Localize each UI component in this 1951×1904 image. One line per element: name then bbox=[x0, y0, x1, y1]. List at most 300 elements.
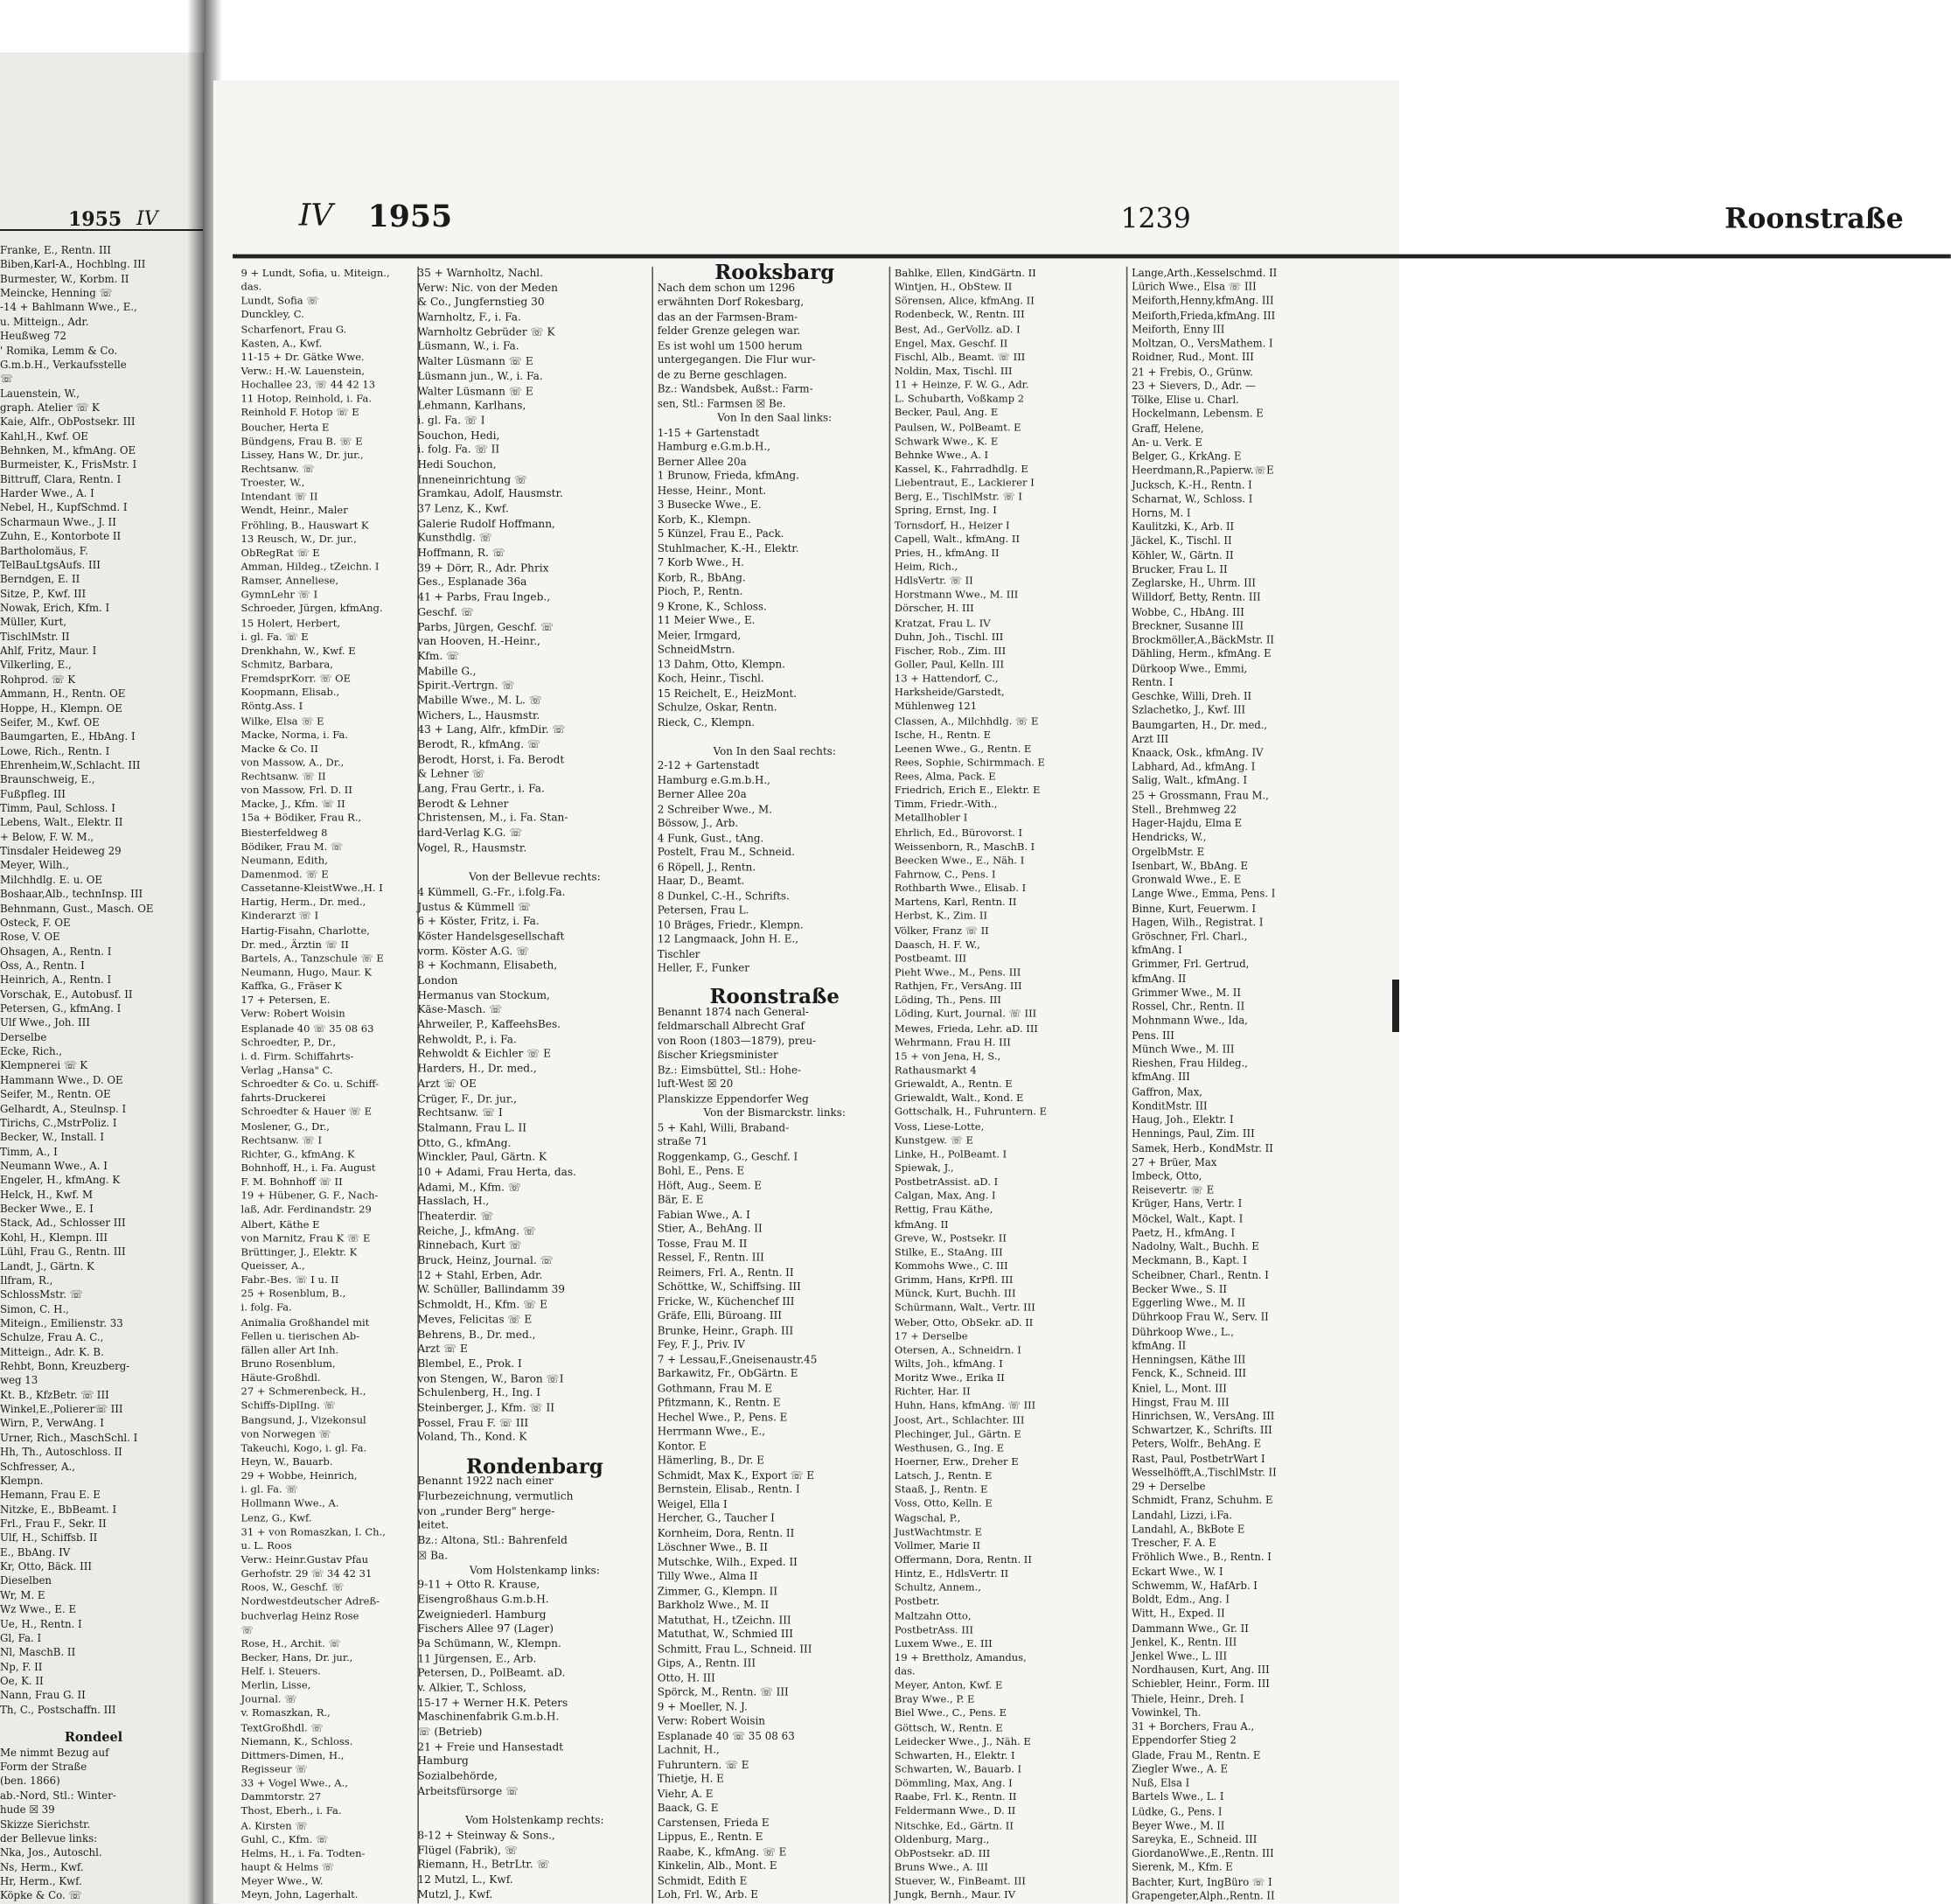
directory-entry: Amman, Hildeg., tZeichn. I bbox=[240, 560, 380, 573]
directory-entry: graph. Atelier ☏ K bbox=[0, 401, 100, 414]
directory-entry: Verlag „Hansa" C. bbox=[240, 1064, 333, 1077]
directory-entry: Hoerner, Erw., Dreher E bbox=[894, 1454, 1019, 1468]
directory-entry: Nitschke, Ed., Gärtn. II bbox=[894, 1818, 1014, 1831]
directory-entry: Lühl, Frau G., Rentn. III bbox=[0, 1245, 126, 1259]
directory-entry: Justus & Kümmell ☏ bbox=[417, 900, 532, 913]
directory-entry: Nach dem schon um 1296 bbox=[657, 281, 796, 294]
directory-entry: Thiele, Heinr., Dreh. I bbox=[1132, 1691, 1244, 1705]
directory-entry: Postbetr. bbox=[894, 1594, 940, 1608]
directory-entry: Baack, G. E bbox=[657, 1801, 719, 1814]
directory-entry: Rieck, C., Klempn. bbox=[657, 715, 756, 729]
directory-entry: Kommohs Wwe., C. III bbox=[894, 1259, 1008, 1273]
directory-entry: Timm, Paul, Schloss. I bbox=[0, 802, 115, 815]
directory-entry: Baumgarten, H., Dr. med., bbox=[1132, 718, 1268, 731]
directory-entry: Fricke, W., Küchenchef III bbox=[657, 1294, 795, 1308]
directory-entry: Hintz, E., HdlsVertr. II bbox=[894, 1566, 1009, 1580]
directory-entry: Höft, Aug., Seem. E bbox=[657, 1178, 763, 1192]
directory-entry: Dörscher, H. III bbox=[894, 602, 974, 615]
left-page-year: 1955 bbox=[68, 208, 122, 231]
directory-entry: Dr. med., Ärztin ☏ II bbox=[240, 938, 349, 951]
directory-entry: Otto, H. III bbox=[657, 1670, 715, 1684]
directory-entry: Mühlenweg 121 bbox=[894, 700, 978, 713]
directory-entry: Tölke, Elise u. Charl. bbox=[1132, 394, 1239, 407]
directory-entry: Köhler, W., Gärtn. II bbox=[1132, 548, 1234, 561]
directory-entry: Fußpfleg. III bbox=[0, 787, 66, 800]
directory-entry: kfmAng. III bbox=[1132, 1071, 1190, 1084]
directory-entry: Carstensen, Frieda E bbox=[657, 1816, 770, 1829]
directory-entry: 19 + Hübener, G. F., Nach- bbox=[240, 1189, 379, 1203]
directory-entry: W. Schüller, Ballindamm 39 bbox=[417, 1283, 566, 1296]
directory-entry: 7 + Lessau,F.,Gneisenaustr.45 bbox=[657, 1352, 818, 1365]
directory-entry: Gothmann, Frau M. E bbox=[657, 1381, 773, 1394]
directory-entry: 27 + Schmerenbeck, H., bbox=[240, 1384, 366, 1398]
directory-entry: Frl., Frau F., Sekr. II bbox=[0, 1517, 107, 1530]
directory-entry: Spirit.-Vertrgn. ☏ bbox=[417, 679, 515, 692]
directory-entry: Fischers Allee 97 (Lager) bbox=[417, 1622, 554, 1635]
directory-entry: Nuß, Elsa I bbox=[1132, 1776, 1190, 1789]
directory-entry: An- u. Verk. E bbox=[1132, 436, 1203, 449]
directory-entry: dard-Verlag K.G. ☏ bbox=[417, 826, 523, 840]
directory-entry: Westhusen, G., Ing. E bbox=[894, 1440, 1005, 1454]
directory-entry: Fellen u. tierischen Ab- bbox=[240, 1329, 360, 1343]
directory-entry: Haar, D., Beamt. bbox=[657, 875, 745, 888]
directory-entry: Becker, Paul, Ang. E bbox=[894, 406, 999, 419]
directory-entry: Schöttke, W., Schiffsing. III bbox=[657, 1280, 801, 1293]
directory-entry: 1-15 + Gartenstadt bbox=[657, 425, 760, 439]
directory-entry: Otto, G., kfmAng. bbox=[417, 1136, 512, 1149]
directory-entry: Form der Straße bbox=[0, 1761, 87, 1774]
directory-entry: 8 Dunkel, C.-H., Schrifts. bbox=[657, 889, 790, 902]
directory-entry: Tosse, Frau M. II bbox=[657, 1237, 748, 1250]
directory-entry: Mewes, Frieda, Lehr. aD. III bbox=[894, 1022, 1038, 1035]
directory-entry: Kaffka, G., Fräser K bbox=[240, 980, 342, 993]
directory-entry: Horns, M. I bbox=[1132, 506, 1191, 520]
directory-entry: Reisevertr. ☏ E bbox=[1132, 1183, 1215, 1196]
directory-entry: Bernstein, Elisab., Rentn. I bbox=[657, 1482, 800, 1496]
directory-entry: leitet. bbox=[417, 1519, 449, 1532]
directory-entry: Planskizze Eppendorfer Weg bbox=[657, 1091, 809, 1105]
directory-entry: 25 + Rosenblum, B., bbox=[240, 1287, 346, 1301]
directory-entry: Albert, Käthe E bbox=[240, 1217, 320, 1231]
directory-entry: Capell, Walt., kfmAng. II bbox=[894, 532, 1021, 545]
directory-entry: Dührkoop Wwe., L., bbox=[1132, 1325, 1234, 1338]
directory-entry: Crüger, F., Dr. jur., bbox=[417, 1091, 518, 1105]
directory-entry: Richter, G., kfmAng. K bbox=[240, 1147, 355, 1161]
directory-entry: GiordanoWwe.,E.,Rentn. III bbox=[1132, 1847, 1274, 1860]
directory-entry: 29 + Wobbe, Heinrich, bbox=[240, 1468, 358, 1482]
directory-entry: Hermanus van Stockum, bbox=[417, 988, 550, 1001]
directory-entry: Rieshen, Frau Hildeg., bbox=[1132, 1057, 1248, 1070]
directory-entry: Nka, Jos., Autoschl. bbox=[0, 1846, 102, 1859]
directory-entry: Vorschak, E., Autobusf. II bbox=[0, 987, 133, 1001]
directory-entry: v. Romaszkan, R., bbox=[240, 1706, 331, 1719]
directory-entry: felder Grenze gelegen war. bbox=[657, 324, 801, 338]
directory-entry: Rees, Alma, Pack. E bbox=[894, 770, 996, 783]
directory-entry: kfmAng. II bbox=[1132, 1339, 1187, 1352]
directory-entry: Röntg.Ass. I bbox=[240, 700, 303, 713]
directory-entry: Fabr.-Bes. ☏ I u. II bbox=[240, 1273, 339, 1287]
directory-entry: 15a + Bödiker, Frau R., bbox=[240, 812, 362, 825]
directory-entry: Bittruff, Clara, Rentn. I bbox=[0, 472, 122, 485]
directory-entry: Rothbarth Wwe., Elisab. I bbox=[894, 882, 1027, 895]
directory-entry: Meiforth,Henny,kfmAng. III bbox=[1132, 295, 1274, 308]
directory-entry: 3 Busecke Wwe., E. bbox=[657, 498, 762, 511]
directory-entry: 8-12 + Steinway & Sons., bbox=[417, 1829, 555, 1842]
directory-entry: 27 + Brüer, Max bbox=[1132, 1155, 1217, 1168]
directory-entry: Ilfram, R., bbox=[0, 1273, 53, 1287]
directory-entry: Wesselhöfft,A.,TischlMstr. II bbox=[1132, 1466, 1277, 1479]
directory-entry: Bartholomäus, F. bbox=[0, 544, 88, 557]
directory-entry: Kt. B., KfzBetr. ☏ III bbox=[0, 1388, 109, 1401]
directory-entry: u. L. Roos bbox=[240, 1538, 292, 1552]
directory-entry: Moltzan, O., VersMathem. I bbox=[1132, 337, 1273, 350]
directory-entry: Brüttinger, J., Elektr. K bbox=[240, 1245, 358, 1259]
directory-entry: Theaterdir. ☏ bbox=[417, 1210, 494, 1223]
running-head-street: Roonstraße bbox=[1725, 201, 1904, 235]
directory-entry: Me nimmt Bezug auf bbox=[0, 1746, 109, 1759]
directory-entry: Breckner, Susanne III bbox=[1132, 619, 1244, 632]
directory-entry: Petersen, D., PolBeamt. aD. bbox=[417, 1666, 566, 1679]
directory-entry: i. gl. Fa. ☏ I bbox=[417, 414, 485, 427]
directory-entry: Schfresser, A., bbox=[0, 1460, 75, 1473]
directory-entry: Dunckley, C. bbox=[240, 308, 304, 322]
directory-entry: Kratzat, Frau L. IV bbox=[894, 616, 991, 629]
directory-entry: Schmitt, Frau L., Schneid. III bbox=[657, 1642, 812, 1655]
directory-entry: von Massow, Frl. D. II bbox=[240, 784, 352, 797]
directory-entry: Bruno Rosenblum, bbox=[240, 1357, 336, 1370]
directory-entry: Hr, Herm., Kwf. bbox=[0, 1874, 82, 1887]
directory-entry: Weigel, Ella I bbox=[657, 1497, 728, 1510]
directory-entry: Gerhofstr. 29 ☏ 34 42 31 bbox=[240, 1566, 373, 1580]
directory-entry: Landt, J., Gärtn. K bbox=[0, 1259, 94, 1273]
directory-entry: (ben. 1866) bbox=[0, 1775, 60, 1788]
directory-entry: 13 + Hattendorf, C., bbox=[894, 672, 999, 685]
directory-entry: 33 + Vogel Wwe., A., bbox=[240, 1776, 348, 1789]
directory-column-2 bbox=[417, 267, 651, 1904]
directory-entry: Animalia Großhandel mit bbox=[240, 1315, 370, 1329]
right-page bbox=[213, 80, 1904, 1904]
column-divider bbox=[889, 267, 891, 1904]
directory-entry: Berodt & Lehner bbox=[417, 797, 509, 810]
directory-entry: Oldenburg, Marg., bbox=[894, 1832, 990, 1845]
directory-entry: SchneidMstrn. bbox=[657, 643, 735, 656]
directory-entry: Fröhlich Wwe., B., Rentn. I bbox=[1132, 1551, 1272, 1564]
left-page-volume: IV bbox=[136, 208, 158, 230]
page-header-rule bbox=[233, 210, 1951, 258]
directory-entry: Liebentraut, E., Lackierer I bbox=[894, 476, 1035, 489]
directory-entry: Thietje, H. E bbox=[657, 1772, 724, 1785]
directory-entry: Kohl, H., Klempn. III bbox=[0, 1231, 108, 1244]
directory-entry: Schroedter & Hauer ☏ E bbox=[240, 1105, 373, 1119]
directory-entry: Nann, Frau G. II bbox=[0, 1689, 86, 1702]
directory-entry: 29 + Derselbe bbox=[1132, 1480, 1206, 1493]
directory-entry: Kniel, L., Mont. III bbox=[1132, 1381, 1227, 1394]
directory-entry: Dömmling, Max, Ang. I bbox=[894, 1776, 1013, 1789]
directory-entry: Souchon, Hedi, bbox=[417, 429, 500, 442]
directory-entry: Galerie Rudolf Hoffmann, bbox=[417, 517, 555, 530]
directory-entry: Wehrmann, Frau H. III bbox=[894, 1036, 1011, 1049]
directory-entry: Berodt, R., kfmAng. ☏ bbox=[417, 738, 541, 751]
directory-entry: Scharmaun Wwe., J. II bbox=[0, 515, 116, 528]
directory-entry: Schmitz, Barbara, bbox=[240, 658, 333, 671]
directory-entry: Thost, Eberh., i. Fa. bbox=[240, 1804, 342, 1817]
directory-entry: Lehmann, Karlhans, bbox=[417, 399, 526, 412]
directory-entry: Hoppe, H., Klempn. OE bbox=[0, 701, 122, 715]
directory-entry: de zu Berne geschlagen. bbox=[657, 367, 787, 380]
directory-entry: Sierenk, M., Kfm. E bbox=[1132, 1861, 1233, 1874]
directory-entry: Hinrichsen, W., VersAng. III bbox=[1132, 1409, 1275, 1423]
directory-entry: Wilts, Joh., kfmAng. I bbox=[894, 1357, 1003, 1370]
directory-entry: Matuthat, W., Schmied III bbox=[657, 1628, 793, 1641]
directory-entry: Meves, Felicitas ☏ E bbox=[417, 1313, 533, 1326]
directory-entry: Ziegler Wwe., A. E bbox=[1132, 1762, 1229, 1775]
directory-entry: Glade, Frau M., Rentn. E bbox=[1132, 1748, 1261, 1761]
directory-entry: Schroedter, P., Dr., bbox=[240, 1036, 337, 1049]
left-page-column bbox=[0, 243, 187, 1903]
directory-entry: 31 + Borchers, Frau A., bbox=[1132, 1719, 1255, 1733]
page-number: 1239 bbox=[1120, 201, 1191, 235]
directory-entry: Helms, H., i. Fa. Todten- bbox=[240, 1846, 366, 1859]
directory-entry: Scharnat, W., Schloss. I bbox=[1132, 492, 1253, 506]
directory-entry: Gaffron, Max, bbox=[1132, 1085, 1202, 1098]
directory-entry: Niemann, K., Schloss. bbox=[240, 1734, 353, 1747]
directory-entry: Becker Wwe., E. I bbox=[0, 1203, 94, 1216]
directory-entry: Heinrich, A., Rentn. I bbox=[0, 973, 112, 987]
directory-entry: Behnke Wwe., A. I bbox=[894, 448, 989, 461]
directory-entry: Imbeck, Otto, bbox=[1132, 1169, 1202, 1182]
directory-entry: Bray Wwe., P. E bbox=[894, 1692, 975, 1705]
directory-entry: Köpke & Co. ☏ bbox=[0, 1889, 82, 1902]
directory-entry: Behnmann, Gust., Masch. OE bbox=[0, 902, 154, 915]
directory-entry: ☒ Ba. bbox=[417, 1548, 449, 1562]
directory-entry: Schroeder, Jürgen, kfmAng. bbox=[240, 602, 383, 615]
directory-entry: Lauenstein, W., bbox=[0, 387, 80, 400]
directory-entry: Zuhn, E., Kontorbote II bbox=[0, 530, 122, 543]
directory-entry: Friedrich, Erich E., Elektr. E bbox=[894, 784, 1041, 797]
directory-entry: Lundt, Sofia ☏ bbox=[240, 294, 319, 308]
directory-entry: Mitteign., Adr. K. B. bbox=[0, 1345, 104, 1358]
directory-entry: Hochallee 23, ☏ 44 42 13 bbox=[240, 378, 376, 391]
directory-entry: Spiewak, J., bbox=[894, 1161, 954, 1175]
directory-entry: Schwemm, W., HafArb. I bbox=[1132, 1579, 1258, 1592]
directory-entry: Hämerling, B., Dr. E bbox=[657, 1454, 764, 1467]
directory-entry: Kunstgew. ☏ E bbox=[894, 1133, 974, 1147]
directory-entry: Peters, Wolfr., BehAng. E bbox=[1132, 1438, 1262, 1451]
directory-entry: Zimmer, G., Klempn. II bbox=[657, 1584, 778, 1597]
directory-entry: Heyn, W., Bauarb. bbox=[240, 1454, 333, 1468]
directory-entry: Sozialbehörde, bbox=[417, 1769, 498, 1782]
directory-entry: Grimm, Hans, KrPfl. III bbox=[894, 1273, 1014, 1287]
directory-entry: Reinhold F. Hotop ☏ E bbox=[240, 406, 359, 419]
directory-entry: Heußweg 72 bbox=[0, 330, 66, 343]
directory-entry: Schultz, Annem., bbox=[894, 1580, 981, 1594]
directory-entry: Fabian Wwe., A. I bbox=[657, 1207, 750, 1221]
directory-entry: Joost, Art., Schlachter. III bbox=[894, 1412, 1025, 1426]
directory-entry: Tinsdaler Heideweg 29 bbox=[0, 845, 122, 858]
directory-entry: Kornheim, Dora, Rentn. II bbox=[657, 1526, 795, 1539]
directory-entry: Osteck, F. OE bbox=[0, 916, 71, 929]
directory-entry: ObRegRat ☏ E bbox=[240, 546, 320, 559]
directory-entry: Linke, H., PolBeamt. I bbox=[894, 1147, 1007, 1161]
directory-entry: Fahrnow, C., Pens. I bbox=[894, 868, 996, 881]
directory-entry: Barkawitz, Fr., ObGärtn. E bbox=[657, 1367, 798, 1380]
directory-entry: HdlsVertr. ☏ II bbox=[894, 574, 973, 587]
directory-entry: Roggenkamp, G., Geschf. I bbox=[657, 1149, 798, 1162]
directory-entry: London bbox=[417, 973, 458, 987]
directory-entry bbox=[417, 856, 651, 871]
directory-entry: 43 + Lang, Alfr., kfmDir. ☏ bbox=[417, 723, 566, 736]
directory-entry: TischlMstr. II bbox=[0, 630, 70, 643]
directory-entry: Lüsmann jun., W., i. Fa. bbox=[417, 369, 543, 383]
directory-entry: Beecken Wwe., E., Näh. I bbox=[894, 854, 1025, 867]
directory-entry: Knaack, Osk., kfmAng. IV bbox=[1132, 746, 1264, 759]
directory-entry: Gronwald Wwe., E. E bbox=[1132, 873, 1242, 886]
directory-entry: Ulf Wwe., Joh. III bbox=[0, 1016, 90, 1029]
directory-entry: Vowinkel, Th. bbox=[1132, 1705, 1202, 1719]
directory-entry: Heerdmann,R.,Papierw.☏E bbox=[1132, 464, 1274, 477]
directory-entry: Bössow, J., Arb. bbox=[657, 816, 739, 830]
directory-entry: Mabille G., bbox=[417, 664, 477, 678]
directory-entry: 15 Reichelt, E., HeizMont. bbox=[657, 686, 798, 700]
directory-entry: Vilkerling, E., bbox=[0, 659, 72, 672]
directory-entry: Pioch, P., Rentn. bbox=[657, 585, 743, 598]
directory-entry: PostbetrAssist. aD. I bbox=[894, 1175, 999, 1189]
directory-entry: u. Mitteign., Adr. bbox=[0, 315, 89, 328]
directory-entry: i. folg. Fa. bbox=[240, 1301, 292, 1315]
directory-entry: Arzt III bbox=[1132, 732, 1169, 745]
directory-entry: i. folg. Fa. ☏ II bbox=[417, 443, 500, 457]
directory-entry: Berg, E., TischlMstr. ☏ I bbox=[894, 490, 1022, 503]
directory-entry: 9-11 + Otto R. Krause, bbox=[417, 1578, 540, 1591]
directory-entry: Troester, W., bbox=[240, 476, 305, 489]
directory-entry: Hechel Wwe., P., Pens. E bbox=[657, 1410, 788, 1423]
directory-entry: buchverlag Heinz Rose bbox=[240, 1608, 359, 1622]
directory-entry: Winckler, Paul, Gärtn. K bbox=[417, 1150, 547, 1164]
directory-entry: Ns, Herm., Kwf. bbox=[0, 1860, 84, 1873]
directory-entry: Meiforth,Frieda,kfmAng. III bbox=[1132, 309, 1276, 322]
directory-entry: KonditMstr. III bbox=[1132, 1098, 1208, 1112]
directory-entry: Hartig-Fisahn, Charlotte, bbox=[240, 924, 370, 937]
directory-entry: Löding, Th., Pens. III bbox=[894, 994, 1001, 1007]
directory-entry: Szlachetko, J., Kwf. III bbox=[1132, 704, 1246, 717]
directory-entry: Lachnit, H., bbox=[657, 1743, 720, 1756]
directory-entry: Reimers, Frl. A., Rentn. II bbox=[657, 1266, 794, 1279]
directory-entry: ' Romika, Lemm & Co. bbox=[0, 344, 118, 357]
directory-entry: Münck, Kurt, Buchh. III bbox=[894, 1287, 1016, 1301]
directory-entry: Hagen, Wilh., Registrat. I bbox=[1132, 916, 1264, 929]
directory-entry: Arzt ☏ E bbox=[417, 1343, 468, 1356]
directory-entry: 1 Brunow, Frieda, kfmAng. bbox=[657, 469, 799, 482]
directory-entry: Klempnerei ☏ K bbox=[0, 1059, 88, 1072]
directory-entry bbox=[417, 1799, 651, 1814]
directory-entry: Rechtsanw. ☏ II bbox=[240, 770, 326, 783]
directory-entry: ☏ (Betrieb) bbox=[417, 1726, 483, 1739]
directory-entry: Rehbt, Bonn, Kreuzberg- bbox=[0, 1360, 130, 1373]
directory-entry: Jucksch, K.-H., Rentn. I bbox=[1132, 478, 1252, 492]
directory-entry: Gröschner, Frl. Charl., bbox=[1132, 930, 1248, 943]
directory-entry: Nordwestdeutscher Adreß- bbox=[240, 1594, 380, 1608]
directory-entry: Harder Wwe., A. I bbox=[0, 487, 94, 500]
directory-entry: Meckmann, B., Kapt. I bbox=[1132, 1254, 1247, 1267]
directory-entry: feldmarschall Albrecht Graf bbox=[657, 1019, 805, 1032]
directory-entry: & Lehner ☏ bbox=[417, 767, 485, 781]
directory-entry: Stalmann, Frau L. II bbox=[417, 1121, 527, 1134]
directory-entry: fahrts-Druckerei bbox=[240, 1091, 326, 1105]
directory-entry: Geschf. ☏ bbox=[417, 605, 474, 618]
directory-entry: ☏ bbox=[0, 373, 13, 386]
directory-entry: Gottschalk, H., Fuhruntern. E bbox=[894, 1105, 1048, 1119]
directory-entry: Arzt ☏ OE bbox=[417, 1077, 477, 1090]
directory-entry: Verw.: Heinr.Gustav Pfau bbox=[240, 1552, 369, 1566]
directory-entry: Helf. i. Steuers. bbox=[240, 1664, 321, 1677]
directory-entry: Spring, Ernst, Ing. I bbox=[894, 504, 997, 517]
directory-entry: Intendant ☏ II bbox=[240, 490, 318, 503]
directory-entry: Möckel, Walt., Kapt. I bbox=[1132, 1212, 1244, 1225]
directory-entry: Berner Allee 20a bbox=[657, 787, 747, 801]
directory-entry: Ue, H., Rentn. I bbox=[0, 1617, 82, 1630]
directory-entry: Leenen Wwe., G., Rentn. E bbox=[894, 742, 1032, 755]
directory-entry: Flügel (Fabrik), ☏ bbox=[417, 1843, 519, 1857]
directory-entry: Spörck, M., Rentn. ☏ III bbox=[657, 1685, 789, 1698]
directory-entry: FremdsprKorr. ☏ OE bbox=[240, 672, 352, 685]
directory-entry: Skizze Sierichstr. bbox=[0, 1817, 91, 1831]
directory-entry: Flurbezeichnung, vermutlich bbox=[417, 1489, 574, 1503]
directory-entry: 13 Dahm, Otto, Klempn. bbox=[657, 657, 785, 671]
directory-entry: Müller, Kurt, bbox=[0, 616, 67, 629]
directory-entry: Meyer, Anton, Kwf. E bbox=[894, 1678, 1003, 1691]
directory-entry: Kfm. ☏ bbox=[417, 649, 460, 663]
directory-entry: Hamburg e.G.m.b.H., bbox=[657, 440, 770, 453]
directory-entry: Vom Holstenkamp rechts: bbox=[465, 1814, 604, 1827]
directory-entry: Hh, Th., Autoschloss. II bbox=[0, 1446, 122, 1459]
directory-entry: Meyer, Wilh., bbox=[0, 859, 69, 872]
page-volume: IV bbox=[298, 199, 333, 234]
directory-entry: Esplanade 40 ☏ 35 08 63 bbox=[657, 1728, 795, 1742]
directory-entry: Eppendorfer Stieg 2 bbox=[1132, 1734, 1237, 1747]
directory-entry: 12 + Stahl, Erben, Adr. bbox=[417, 1268, 543, 1281]
directory-entry: Riemann, H., BetrLtr. ☏ bbox=[417, 1858, 550, 1872]
directory-entry: E., BbAng. IV bbox=[0, 1545, 71, 1559]
directory-entry: 5 + Kahl, Willi, Braband- bbox=[657, 1120, 790, 1133]
directory-entry: Weber, Otto, ObSekr. aD. II bbox=[894, 1315, 1034, 1329]
directory-entry: Timm, A., I bbox=[0, 1145, 58, 1158]
directory-entry: Scheibner, Charl., Rentn. I bbox=[1132, 1268, 1269, 1281]
directory-entry: 4 Funk, Gust., tAng. bbox=[657, 831, 764, 844]
directory-entry: Dührkoop Frau W., Serv. II bbox=[1132, 1310, 1269, 1324]
directory-entry: Kahl,H., Kwf. OE bbox=[0, 429, 88, 443]
directory-entry: Meiforth, Enny III bbox=[1132, 323, 1225, 336]
directory-entry: 11-15 + Dr. Gätke Wwe. bbox=[240, 350, 365, 363]
directory-entry: Schiffs-DiplIng. ☏ bbox=[240, 1398, 336, 1412]
directory-entry: Ohsagen, A., Rentn. I bbox=[0, 945, 112, 958]
directory-column-3 bbox=[657, 261, 892, 1904]
directory-entry: Ahlf, Fritz, Maur. I bbox=[0, 645, 97, 658]
directory-entry: Kassel, K., Fahrradhdlg. E bbox=[894, 462, 1028, 475]
directory-entry: Käse-Masch. ☏ bbox=[417, 1003, 503, 1016]
directory-entry: Hesse, Heinr., Mont. bbox=[657, 484, 767, 497]
directory-entry: Bohnhoff, H., i. Fa. August bbox=[240, 1161, 376, 1175]
directory-entry: 13 Reusch, W., Dr. jur., bbox=[240, 532, 357, 545]
directory-entry: Loh, Frl. W., Arb. E bbox=[657, 1888, 758, 1901]
directory-entry: Tornsdorf, H., Heizer I bbox=[894, 518, 1010, 531]
directory-entry: Hennings, Paul, Zim. III bbox=[1132, 1127, 1255, 1140]
directory-entry: Nl, MaschB. II bbox=[0, 1646, 76, 1659]
directory-entry: Nitzke, E., BbBeamt. I bbox=[0, 1503, 117, 1516]
directory-entry: Roos, W., Geschf. ☏ bbox=[240, 1580, 345, 1594]
directory-entry: Pieht Wwe., M., Pens. III bbox=[894, 966, 1021, 979]
directory-entry: 15 + von Jena, H, S., bbox=[894, 1050, 1001, 1063]
directory-entry: Rentn. I bbox=[1132, 675, 1174, 689]
